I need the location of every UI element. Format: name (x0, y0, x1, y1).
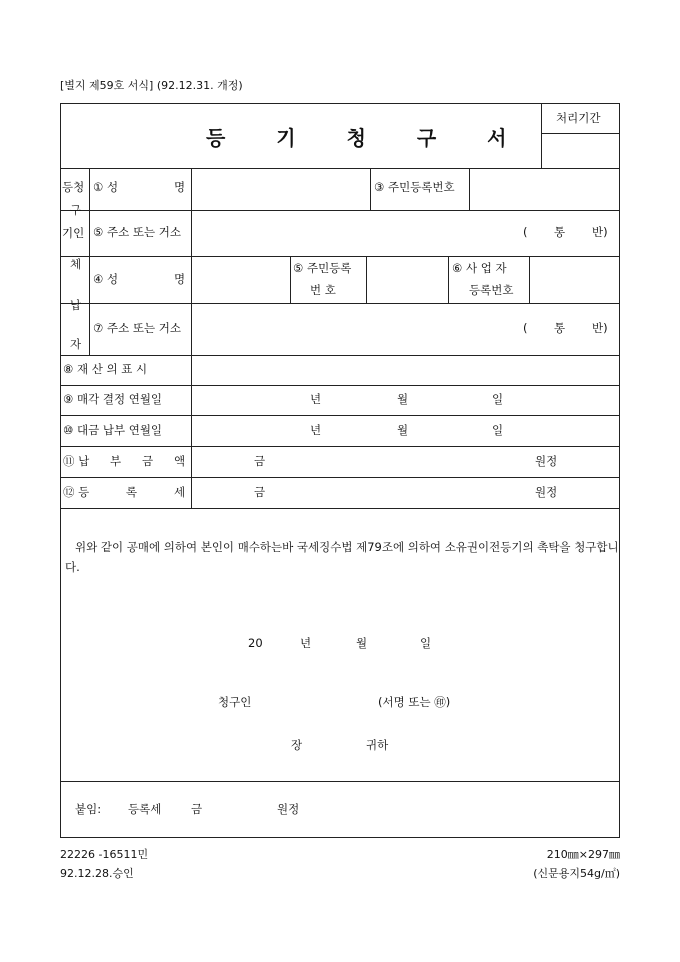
request-date-year: 년 (300, 636, 312, 650)
form-header-note: [별지 제59호 서식] (92.12.31. 개정) (60, 79, 243, 92)
sale-date-day: 일 (492, 392, 504, 406)
payer-ban-label: 반) (592, 321, 608, 335)
payment-date-field[interactable] (192, 416, 619, 445)
registration-tax-label: ⑫ 등 (63, 485, 90, 499)
form-code: 22226 -16511민 (60, 848, 149, 861)
payer-id-label: ⑤ 주민등록 (293, 261, 352, 275)
column-divider (448, 256, 449, 303)
request-date-day: 일 (420, 636, 432, 650)
claimant-name-label: 명 (174, 180, 186, 194)
claimant-address-label: ⑤ 주소 또는 거소 (93, 225, 181, 239)
registration-tax-field[interactable] (270, 478, 530, 507)
claimant-tong-label: 통 (554, 225, 566, 239)
addressee-head: 장 (291, 738, 303, 752)
signer-field[interactable] (262, 690, 372, 712)
signer-label: 청구인 (218, 695, 252, 709)
paper-spec: (신문용지54g/㎡) (533, 867, 620, 880)
registration-tax-prefix: 금 (254, 485, 266, 499)
request-date-century: 20 (248, 636, 263, 650)
registration-tax-label: 록 (126, 485, 138, 499)
claimant-id-field[interactable] (470, 169, 619, 209)
payer-business-number-label: 등록번호 (469, 283, 514, 297)
sale-date-month: 월 (397, 392, 409, 406)
paper-size: 210㎜×297㎜ (546, 848, 620, 861)
payer-name-label: ④ 성 (93, 272, 119, 286)
attachment-amount-field[interactable] (205, 798, 273, 818)
payer-tong-label: 통 (554, 321, 566, 335)
payer-business-number-field[interactable] (530, 257, 619, 302)
payer-group-label: 자 (70, 337, 82, 351)
attachment-won-suffix: 원정 (277, 802, 300, 816)
payment-date-label: ⑩ 대금 납부 연월일 (63, 423, 163, 437)
form-title: 등 기 청 구 서 (206, 126, 529, 150)
row-divider (60, 781, 620, 782)
row-divider (60, 508, 620, 509)
addressee-honorific: 귀하 (366, 738, 389, 752)
payer-group-label: 납 (70, 298, 82, 312)
pay-amount-label: 금 (142, 454, 154, 468)
payment-date-day: 일 (492, 423, 504, 437)
registration-tax-suffix: 원정 (535, 485, 558, 499)
claimant-group-label: 등청 (62, 180, 85, 194)
sale-date-label: ⑨ 매각 결정 연월일 (63, 392, 163, 406)
request-date-month: 월 (356, 636, 368, 650)
payer-id-label: 번 호 (310, 283, 336, 297)
processing-period-field[interactable] (542, 134, 619, 167)
pay-amount-label: 액 (174, 454, 186, 468)
attachment-label: 붙임: (75, 802, 102, 816)
property-label: ⑧ 재 산 의 표 시 (63, 362, 148, 376)
payer-tong-open: ( (523, 321, 528, 335)
column-divider (370, 168, 371, 210)
payer-name-field[interactable] (192, 257, 289, 302)
pay-amount-suffix: 원정 (535, 454, 558, 468)
payer-business-number-label: ⑥ 사 업 자 (452, 261, 507, 275)
payer-group-label: 체 (70, 257, 82, 271)
payment-date-month: 월 (397, 423, 409, 437)
pay-amount-prefix: 금 (254, 454, 266, 468)
payment-date-year: 년 (310, 423, 322, 437)
signature-seal-label: (서명 또는 ㊞) (378, 695, 451, 709)
sale-date-field[interactable] (192, 386, 619, 414)
approval-date: 92.12.28.승인 (60, 867, 134, 880)
pay-amount-label: 부 (110, 454, 122, 468)
claimant-name-label: ① 성 (93, 180, 119, 194)
column-divider (290, 256, 291, 303)
claimant-id-label: ③ 주민등록번호 (374, 180, 455, 194)
payer-name-label: 명 (174, 272, 186, 286)
payer-address-field[interactable] (192, 304, 522, 354)
attachment-item: 등록세 (128, 802, 162, 816)
claimant-address-field[interactable] (192, 211, 522, 255)
claimant-name-field[interactable] (192, 169, 369, 209)
registration-tax-label: 세 (174, 485, 186, 499)
claimant-tong-open: ( (523, 225, 528, 239)
pay-amount-label: ⑪ 납 (63, 454, 90, 468)
claimant-group-label: 기인 (62, 226, 85, 240)
property-field[interactable] (192, 356, 619, 384)
payer-id-field[interactable] (367, 257, 447, 302)
claimant-ban-label: 반) (592, 225, 608, 239)
column-divider (89, 168, 90, 355)
sale-date-year: 년 (310, 392, 322, 406)
request-statement: 위와 같이 공매에 의하여 본인이 매수하는바 국세징수법 제79조에 의하여 소유권이전등기의 촉탁을 청구합니다. (65, 540, 619, 574)
processing-period-label: 처리기간 (556, 111, 601, 125)
payer-address-label: ⑦ 주소 또는 거소 (93, 321, 181, 335)
claimant-group-label: 구 (70, 203, 82, 217)
pay-amount-field[interactable] (270, 447, 530, 476)
attachment-won-prefix: 금 (191, 802, 203, 816)
